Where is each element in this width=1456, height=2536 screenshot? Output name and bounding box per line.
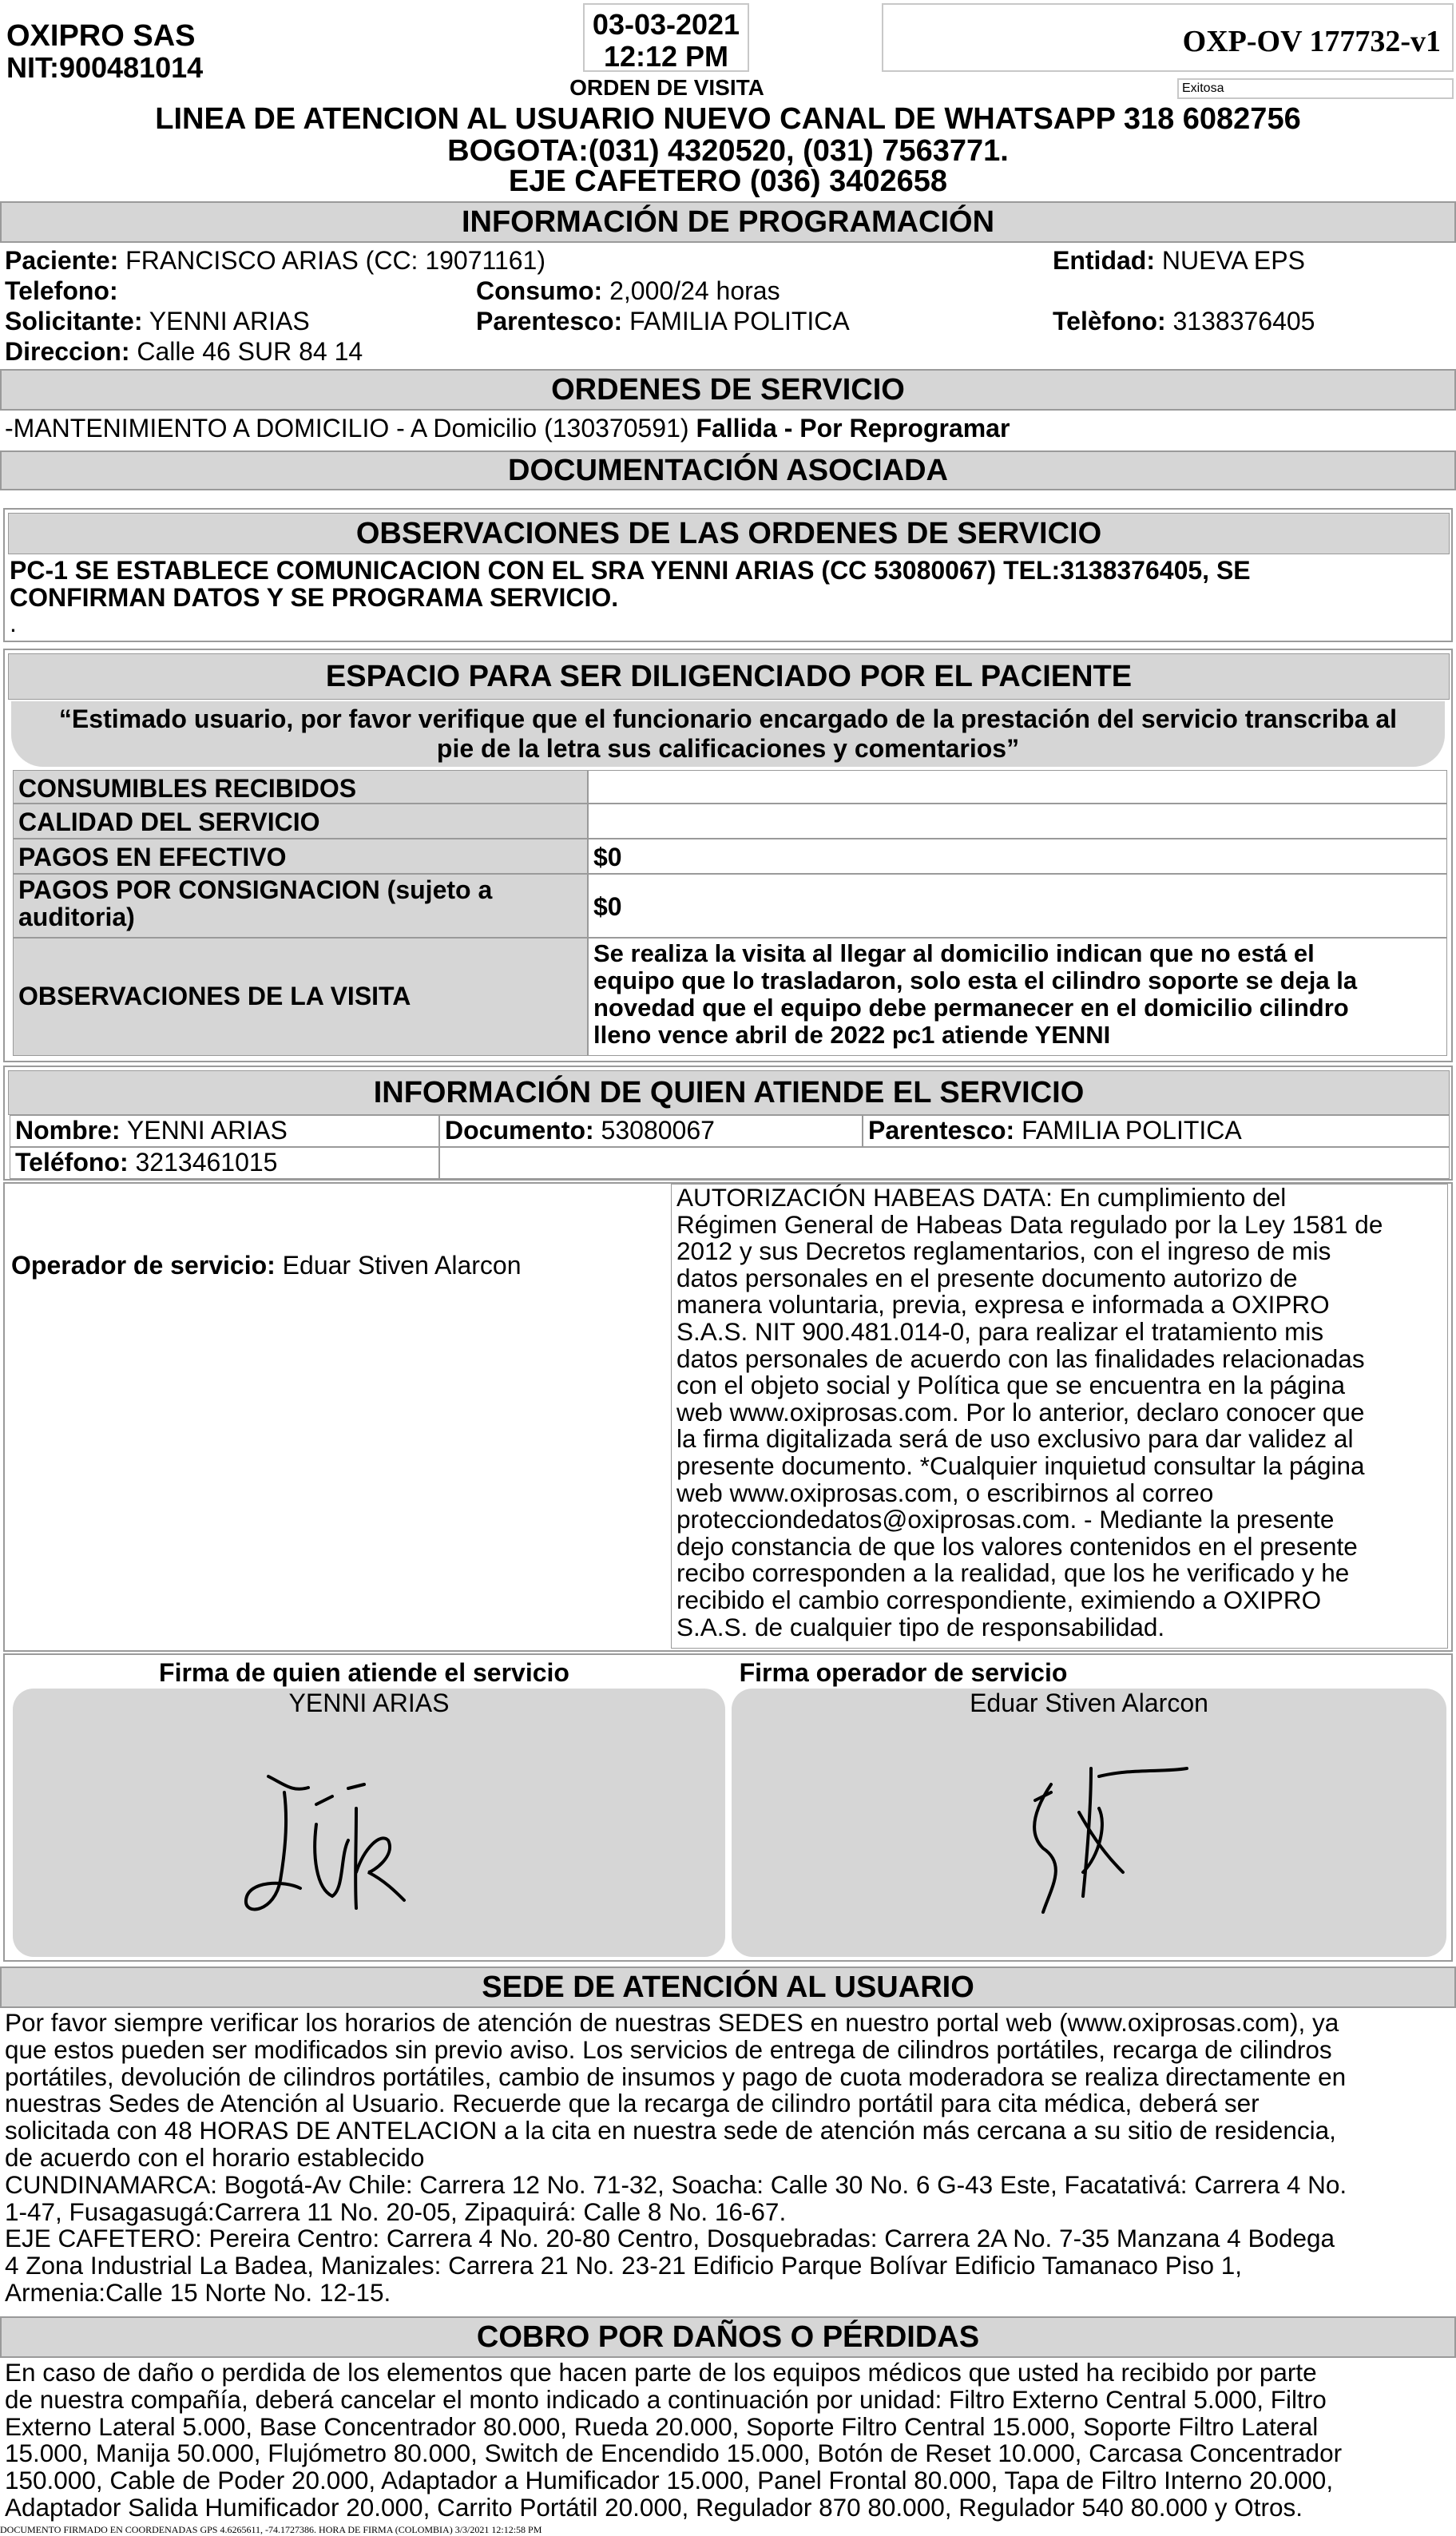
observaciones-title: OBSERVACIONES DE LAS ORDENES DE SERVICIO xyxy=(8,513,1450,554)
sede-line-5: solicitada con 48 HORAS DE ANTELACION a la cita en nuestra sede de atención más cercana a su sitio de residencia, xyxy=(5,2116,1336,2145)
atiende-documento-value: 53080067 xyxy=(601,1116,715,1145)
cobro-line-2: de nuestra compañía, deberá cancelar el monto indicado a continuación por unidad: Filtro Externo Central 5.000, Filtro xyxy=(5,2384,1327,2414)
solicitante-value: YENNI ARIAS xyxy=(149,307,310,335)
sede-line-10: 4 Zona Industrial La Badea, Manizales: Carrera 21 No. 23-21 Edificio Parque Bolívar Edificio Tamanaco Piso 1, xyxy=(5,2251,1243,2280)
observaciones-line-1: PC-1 SE ESTABLECE COMUNICACION CON EL SRA YENNI ARIAS (CC 53080067) TEL:3138376405, SE xyxy=(10,556,1251,585)
habeas-line-15: recibo corresponden a la realidad, que los he verificado y he xyxy=(676,1558,1350,1588)
orden-status: Fallida - Por Reprogramar xyxy=(696,414,1010,443)
cobro-text xyxy=(5,2359,1452,2522)
firma-atiende-title: Firma de quien atiende el servicio xyxy=(159,1658,569,1687)
paciente-value: FRANCISCO ARIAS (CC: 19071161) xyxy=(125,246,546,275)
document-code: OXP-OV 177732-v1 xyxy=(1182,25,1441,58)
cobro-line-5: 150.000, Cable de Poder 20.000, Adaptador a Humificador 15.000, Panel Frontal 80.000, Tapa de Filtro Interno 20.000, xyxy=(5,2466,1334,2495)
paciente-space-box xyxy=(3,649,1453,1062)
parentesco-field xyxy=(476,307,850,336)
atiende-nombre-label: Nombre: xyxy=(15,1116,121,1145)
consignacion-label: PAGOS POR CONSIGNACION (sujeto a auditoria) xyxy=(13,874,588,938)
direccion-label: Direccion: xyxy=(5,337,130,366)
visit-date: 03-03-2021 xyxy=(592,8,740,41)
habeas-line-7: datos personales de acuerdo con las finalidades relacionadas xyxy=(676,1343,1365,1373)
paciente-field xyxy=(5,246,546,276)
sede-line-11: Armenia:Calle 15 Norte No. 12-15. xyxy=(5,2277,391,2307)
consignacion-value: $0 xyxy=(588,874,1447,938)
habeas-line-5: manera voluntaria, previa, expresa e informada a OXIPRO xyxy=(676,1290,1330,1320)
habeas-data-text xyxy=(671,1184,1448,1649)
firmas-box xyxy=(3,1653,1453,1962)
sede-line-6: de acuerdo con el horario establecido xyxy=(5,2142,425,2172)
operador-habeas-box xyxy=(3,1182,1453,1652)
firma-operador-pad xyxy=(732,1689,1446,1957)
habeas-line-8: con el objeto social y Política que se encuentra en la página xyxy=(676,1371,1346,1400)
orden-item xyxy=(5,414,1010,443)
habeas-line-16: recibido el cambio correspondiente, eximiendo a OXIPRO xyxy=(676,1585,1322,1614)
direccion-value: Calle 46 SUR 84 14 xyxy=(137,337,363,366)
sede-line-2: que estos pueden ser modificados sin previo aviso. Los servicios de entrega de cilindros portátiles, recarga de cilindros xyxy=(5,2034,1332,2064)
company-nit: NIT:900481014 xyxy=(6,51,204,84)
consumibles-label: CONSUMIBLES RECIBIDOS xyxy=(13,770,588,804)
telefono-label: Telefono: xyxy=(5,276,118,305)
habeas-line-13: protecciondedatos@oxiprosas.com. - Mediante la presente xyxy=(676,1505,1335,1534)
bogota-phones: BOGOTA:(031) 4320520, (031) 7563771. xyxy=(447,134,1009,168)
atiende-nombre xyxy=(10,1115,439,1147)
paciente-notice xyxy=(11,701,1445,767)
efectivo-value: $0 xyxy=(588,839,1447,874)
documentacion-title: DOCUMENTACIÓN ASOCIADA xyxy=(0,450,1456,490)
visit-time: 12:12 PM xyxy=(603,40,729,73)
atiende-telefono-value: 3213461015 xyxy=(135,1148,278,1177)
parentesco-value: FAMILIA POLITICA xyxy=(629,307,850,335)
atiende-nombre-value: YENNI ARIAS xyxy=(126,1116,288,1145)
signature-operador-icon xyxy=(1003,1736,1211,1928)
consumo-field xyxy=(476,276,780,306)
calidad-label: CALIDAD DEL SERVICIO xyxy=(13,804,588,839)
atiende-parentesco-value: FAMILIA POLITICA xyxy=(1022,1116,1242,1145)
telefono2-value: 3138376405 xyxy=(1172,307,1315,335)
obs-visita-line-2: equipo que lo trasladaron, solo esta el cilindro soporte se deja la xyxy=(593,966,1358,994)
direccion-field xyxy=(5,337,363,367)
habeas-line-6: S.A.S. NIT 900.481.014-0, para realizar el tratamiento mis xyxy=(676,1316,1324,1346)
programacion-title: INFORMACIÓN DE PROGRAMACIÓN xyxy=(0,201,1456,243)
habeas-line-9: web www.oxiprosas.com. Por lo anterior, declaro conocer que xyxy=(676,1397,1365,1427)
paciente-notice-line-2: pie de la letra sus calificaciones y comentarios” xyxy=(436,734,1020,763)
habeas-line-2: Régimen General de Habeas Data regulado por la Ley 1581 de xyxy=(676,1209,1383,1239)
firma-atiende-pad xyxy=(13,1689,725,1957)
sede-line-7: CUNDINAMARCA: Bogotá-Av Chile: Carrera 12 No. 71-32, Soacha: Calle 30 No. 6 G-43 Este, Facatativá: Carrera 4 No. xyxy=(5,2169,1347,2199)
company-name: OXIPRO SAS xyxy=(6,19,196,53)
consumo-label: Consumo: xyxy=(476,276,603,305)
sede-line-4: nuestras Sedes de Atención al Usuario. Recuerde que la recarga de cilindro portátil para cita médica, deberá ser xyxy=(5,2089,1260,2118)
consumibles-value xyxy=(588,770,1447,804)
document-type: ORDEN DE VISITA xyxy=(569,75,764,100)
consumo-value: 2,000/24 horas xyxy=(609,276,780,305)
atiende-documento xyxy=(439,1115,863,1147)
cobro-line-6: Adaptador Salida Humificador 20.000, Carrito Portátil 20.000, Regulador 870 80.000, Regulador 540 80.000 y Otros. xyxy=(5,2492,1303,2522)
entidad-label: Entidad: xyxy=(1053,246,1155,275)
habeas-line-10: la firma digitalizada será de uso exclusivo para dar validez al xyxy=(676,1424,1354,1454)
parentesco-label: Parentesco: xyxy=(476,307,623,335)
atiende-empty-cell xyxy=(439,1147,1450,1179)
sede-text xyxy=(5,2010,1452,2307)
entidad-value: NUEVA EPS xyxy=(1161,246,1305,275)
status-badge: Exitosa xyxy=(1177,78,1454,99)
operador-field xyxy=(11,1251,522,1280)
paciente-notice-line-1: “Estimado usuario, por favor verifique que el funcionario encargado de la prestación del servicio transcriba al xyxy=(58,704,1398,733)
atiende-parentesco xyxy=(863,1115,1450,1147)
atiende-telefono-label: Teléfono: xyxy=(15,1148,129,1177)
cobro-line-4: 15.000, Manija 50.000, Flujómetro 80.000, Switch de Encendido 15.000, Botón de Reset 10.000, Carcasa Concentrador xyxy=(5,2439,1343,2468)
paciente-space-title: ESPACIO PARA SER DILIGENCIADO POR EL PACIENTE xyxy=(8,653,1450,700)
habeas-line-17: S.A.S. de cualquier tipo de responsabilidad. xyxy=(676,1612,1165,1641)
solicitante-field xyxy=(5,307,310,336)
habeas-line-3: 2012 y sus Decretos reglamentarios, con el ingreso de mis xyxy=(676,1236,1331,1266)
cobro-line-1: En caso de daño o perdida de los elementos que hacen parte de los equipos médicos que usted ha recibido por parte xyxy=(5,2358,1317,2387)
sede-title: SEDE DE ATENCIÓN AL USUARIO xyxy=(0,1966,1456,2008)
sede-line-3: portátiles, devolución de cilindros portátiles, cambio de insumos y pago de cuota moderadora se realiza directamente en xyxy=(5,2062,1347,2091)
observaciones-line-2: CONFIRMAN DATOS Y SE PROGRAMA SERVICIO. xyxy=(10,583,619,612)
firma-atiende-name: YENNI ARIAS xyxy=(288,1689,450,1717)
observaciones-line-3: . xyxy=(10,609,17,637)
habeas-line-14: dejo constancia de que los valores contenidos en el presente xyxy=(676,1531,1358,1561)
signature-atiende-icon xyxy=(236,1760,508,1936)
atiende-box xyxy=(3,1066,1453,1181)
operador-value: Eduar Stiven Alarcon xyxy=(282,1251,522,1280)
atiende-title: INFORMACIÓN DE QUIEN ATIENDE EL SERVICIO xyxy=(8,1070,1450,1115)
habeas-line-1: AUTORIZACIÓN HABEAS DATA: En cumplimiento del xyxy=(676,1183,1287,1212)
solicitante-label: Solicitante: xyxy=(5,307,143,335)
telefono2-label: Telèfono: xyxy=(1053,307,1166,335)
entidad-field xyxy=(1053,246,1305,276)
date-time-box xyxy=(583,3,749,72)
efectivo-label: PAGOS EN EFECTIVO xyxy=(13,839,588,874)
habeas-line-12: web www.oxiprosas.com, o escribirnos al correo xyxy=(676,1478,1214,1507)
obs-visita-line-4: lleno vence abril de 2022 pc1 atiende YENNI xyxy=(593,1021,1111,1049)
operador-label: Operador de servicio: xyxy=(11,1251,276,1280)
obs-visita-line-3: novedad que el equipo debe permanecer en el domicilio cilindro xyxy=(593,994,1349,1022)
cobro-line-3: Externo Lateral 5.000, Base Concentrador 80.000, Rueda 20.000, Soporte Filtro Central 15.000, Soporte Filtro Lateral xyxy=(5,2411,1319,2441)
atiende-parentesco-label: Parentesco: xyxy=(868,1116,1015,1145)
cobro-title: COBRO POR DAÑOS O PÉRDIDAS xyxy=(0,2316,1456,2358)
whatsapp-line: LINEA DE ATENCION AL USUARIO NUEVO CANAL DE WHATSAPP 318 6082756 xyxy=(155,102,1301,136)
sede-line-1: Por favor siempre verificar los horarios de atención de nuestras SEDES en nuestro portal web (www.oxiprosas.com), ya xyxy=(5,2008,1339,2037)
ordenes-title: ORDENES DE SERVICIO xyxy=(0,369,1456,411)
orden-description: -MANTENIMIENTO A DOMICILIO - A Domicilio (130370591) xyxy=(5,414,689,443)
eje-cafetero-phone: EJE CAFETERO (036) 3402658 xyxy=(508,165,948,198)
obs-visita-label: OBSERVACIONES DE LA VISITA xyxy=(13,938,588,1056)
calidad-value xyxy=(588,804,1447,839)
firma-operador-name: Eduar Stiven Alarcon xyxy=(970,1689,1208,1717)
sede-line-8: 1-47, Fusagasugá:Carrera 11 No. 20-05, Zipaquirá: Calle 8 No. 16-67. xyxy=(5,2197,787,2226)
atiende-documento-label: Documento: xyxy=(445,1116,594,1145)
gps-signature-footer: DOCUMENTO FIRMADO EN COORDENADAS GPS 4.6265611, -74.1727386. HORA DE FIRMA (COLOMBIA) 3/3/2021 12:12:58 PM xyxy=(0,2524,542,2535)
firma-operador-title: Firma operador de servicio xyxy=(739,1658,1068,1687)
obs-visita-value xyxy=(588,938,1447,1056)
atiende-telefono xyxy=(10,1147,439,1179)
sede-line-9: EJE CAFETERO: Pereira Centro: Carrera 4 No. 20-80 Centro, Dosquebradas: Carrera 2A No. 7-35 Manzana 4 Bodega xyxy=(5,2224,1335,2253)
habeas-line-11: presente documento. *Cualquier inquietud consultar la página xyxy=(676,1451,1365,1480)
document-code-box xyxy=(882,3,1454,72)
observaciones-box xyxy=(3,508,1453,642)
habeas-line-4: datos personales en el presente documento autorizo de xyxy=(676,1263,1298,1292)
obs-visita-line-1: Se realiza la visita al llegar al domicilio indican que no está el xyxy=(593,939,1315,967)
paciente-label: Paciente: xyxy=(5,246,119,275)
telefono2-field xyxy=(1053,307,1315,336)
